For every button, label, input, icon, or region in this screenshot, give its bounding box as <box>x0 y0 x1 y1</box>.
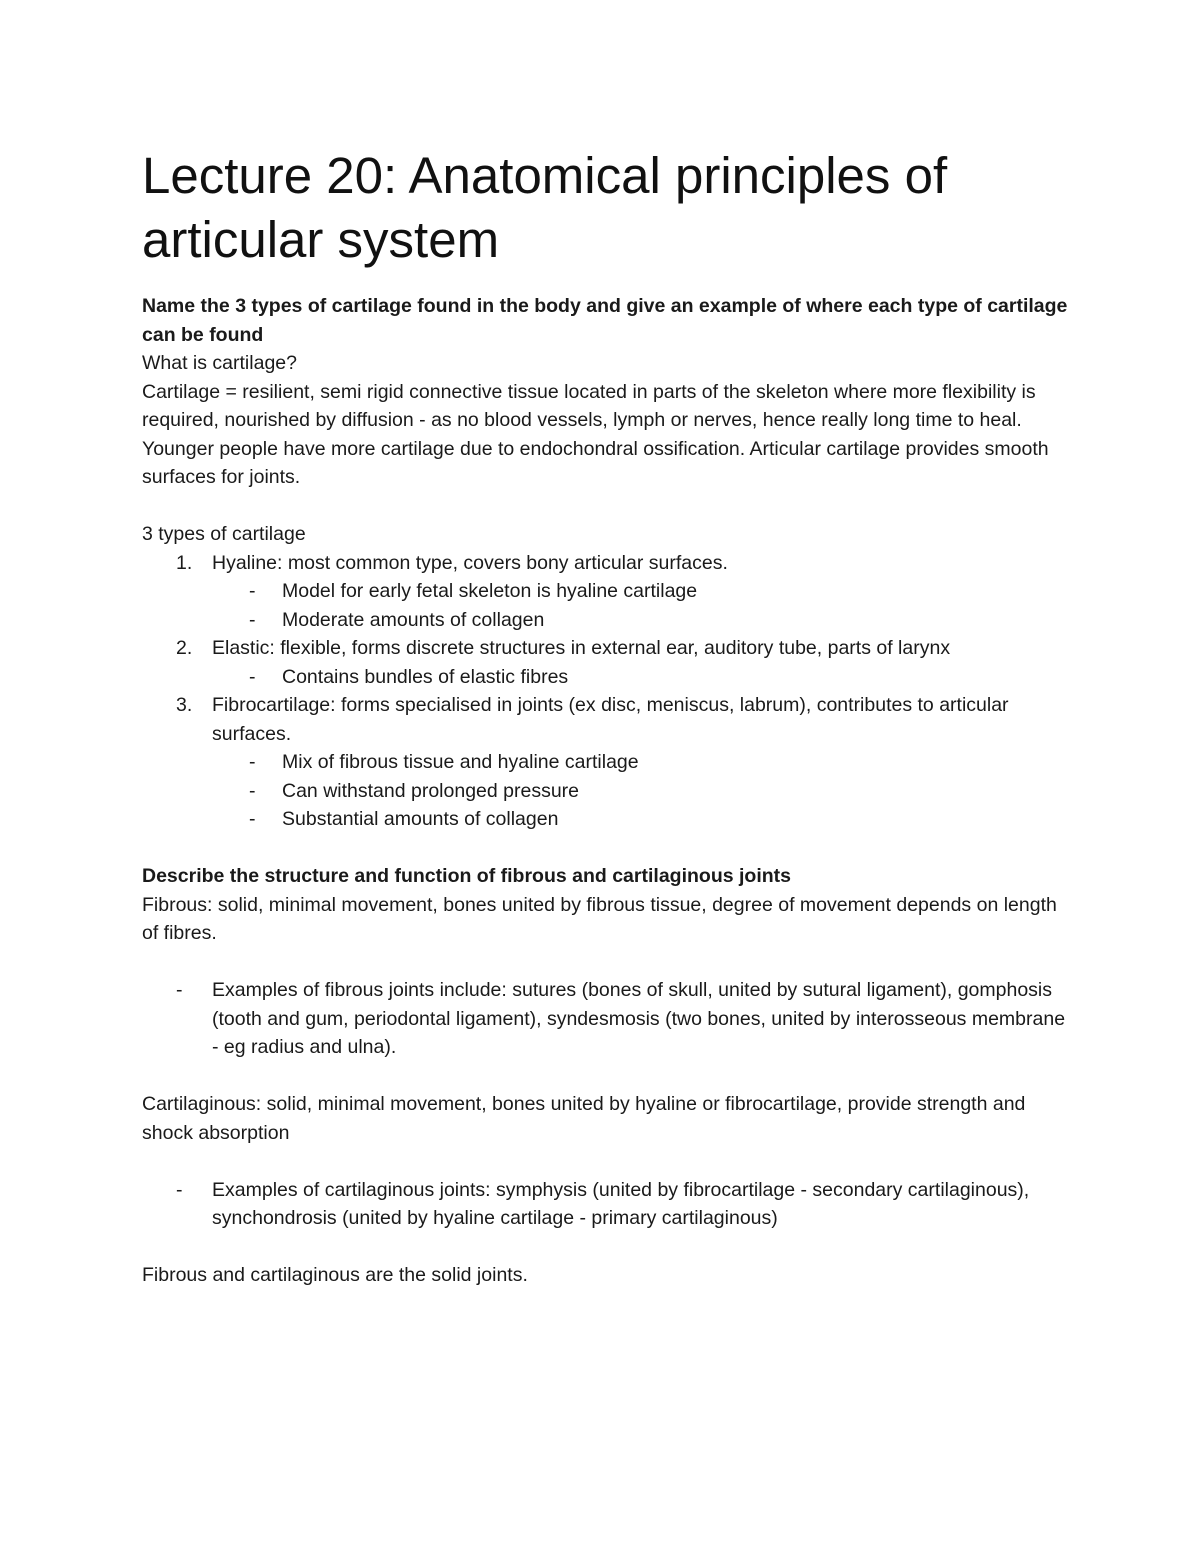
dash-marker: - <box>249 665 256 688</box>
spacer <box>142 1062 1072 1091</box>
list-marker: 3. <box>176 694 193 716</box>
sub-list-item <box>142 777 1072 806</box>
dash-marker: - <box>176 979 183 1001</box>
document-title: Lecture 20: Anatomical principles of articular system <box>142 147 948 268</box>
sub-list-item-text: Can withstand prolonged pressure <box>282 779 580 802</box>
sub-list-item <box>142 606 1072 635</box>
dash-marker: - <box>249 808 256 830</box>
fibrous-examples-item <box>142 976 1072 1062</box>
spacer <box>142 1147 1072 1176</box>
cartilage-types-list <box>142 549 1072 834</box>
section1-heading: Name the 3 types of cartilage found in the body and give an example of where each type of cartilage can be found <box>142 295 1068 346</box>
sub-list-item <box>142 748 1072 777</box>
types-intro: 3 types of cartilage <box>142 523 306 545</box>
sub-list-item-text: Model for early fetal skeleton is hyaline cartilage <box>282 580 698 602</box>
list-item-hyaline <box>142 549 1072 578</box>
fibrous-examples-text: Examples of fibrous joints include: sutures (bones of skull, united by sutural ligament), gomphosis (tooth and gum, periodontal ligament), syndesmosis (two bones, united by interosseous membrane - eg radius and ulna). <box>212 979 1066 1058</box>
dash-marker: - <box>176 1178 183 1201</box>
joints-summary: Fibrous and cartilaginous are the solid joints. <box>142 1264 528 1286</box>
dash-marker: - <box>249 779 256 802</box>
list-marker: 2. <box>176 637 193 659</box>
spacer <box>142 1233 1072 1262</box>
cartilage-definition: Cartilage = resilient, semi rigid connective tissue located in parts of the skeleton where more flexibility is required, nourished by diffusion - as no blood vessels, lymph or nerves, hence really long time to heal. Younger people have more cartilage due to endochondral ossification. Articular cartilage provides smooth surfaces for joints. <box>142 380 1049 488</box>
dash-marker: - <box>249 751 256 773</box>
cartilaginous-examples-text: Examples of cartilaginous joints: symphysis (united by fibrocartilage - secondary cartilaginous), synchondrosis (united by hyaline cartilage - primary cartilaginous) <box>212 1178 1030 1229</box>
spacer <box>142 834 1072 863</box>
cartilaginous-examples-item <box>142 1176 1072 1233</box>
sub-list-item <box>142 577 1072 606</box>
sub-list-item-text: Contains bundles of elastic fibres <box>282 665 569 688</box>
sub-list-item-text: Moderate amounts of collagen <box>282 608 545 631</box>
sub-list-item-text: Mix of fibrous tissue and hyaline cartilage <box>282 751 639 773</box>
sub-list-item-text: Substantial amounts of collagen <box>282 808 559 830</box>
list-item-elastic <box>142 634 1072 663</box>
dash-marker: - <box>249 608 256 631</box>
cartilaginous-description: Cartilaginous: solid, minimal movement, bones united by hyaline or fibrocartilage, provide strength and shock absorption <box>142 1093 1026 1144</box>
list-marker: 1. <box>176 551 193 574</box>
dash-marker: - <box>249 580 256 602</box>
fibrous-description: Fibrous: solid, minimal movement, bones united by fibrous tissue, degree of movement depends on length of fibres. <box>142 893 1057 944</box>
section2-heading: Describe the structure and function of fibrous and cartilaginous joints <box>142 865 791 887</box>
spacer <box>142 948 1072 977</box>
list-item-fibrocartilage <box>142 691 1072 748</box>
list-item-text: Elastic: flexible, forms discrete structures in external ear, auditory tube, parts of larynx <box>212 637 951 659</box>
list-item-text: Hyaline: most common type, covers bony articular surfaces. <box>212 551 728 574</box>
document-page <box>142 144 1072 1290</box>
sub-list-item <box>142 805 1072 834</box>
spacer <box>142 492 1072 521</box>
sub-list-item <box>142 663 1072 692</box>
cartilage-question: What is cartilage? <box>142 352 297 374</box>
list-item-text: Fibrocartilage: forms specialised in joints (ex disc, meniscus, labrum), contributes to articular surfaces. <box>212 694 1009 745</box>
